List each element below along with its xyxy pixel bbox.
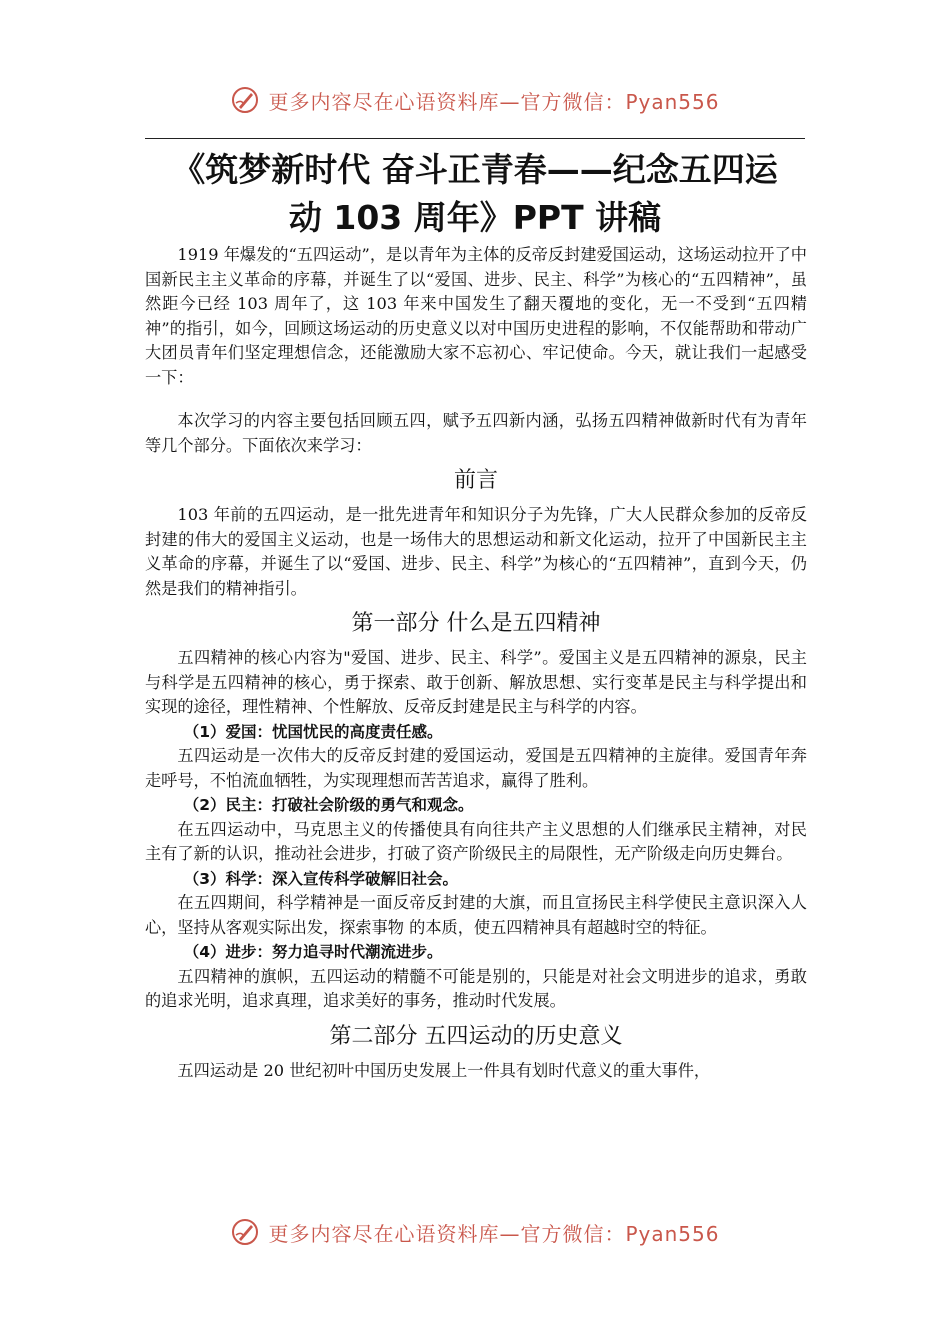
document-body	[145, 243, 807, 1083]
intro-paragraph: 1919 年爆发的“五四运动”，是以青年为主体的反帝反封建爱国运动，这场运动拉开了中国新民主主义革命的序幕，并诞生了以“爱国、进步、民主、科学”为核心的“五四精神”，虽然距今已经 103 周年了，这 103 年来中国发生了翻天覆地的变化，无一不受到“五四精神”的指引，如今，回顾这场运动的历史意义以对中国历史进程的影响，不仅能帮助和带动广大团员青年们坚定理想信念，还能激励大家不忘初心、牢记使命。今天，就让我们一起感受一下：	[145, 245, 807, 387]
preface-paragraph: 103 年前的五四运动，是一批先进青年和知识分子为先锋，广大人民群众参加的反帝反封建的伟大的爱国主义运动，也是一场伟大的思想运动和新文化运动，拉开了中国新民主主义革命的序幕，并诞生了以“爱国、进步、民主、科学”为核心的“五四精神”，直到今天，仍然是我们的精神指引。	[145, 505, 807, 598]
banner-text: 更多内容尽在心语资料库—官方微信：Pyan556	[268, 1221, 720, 1246]
intro-outline-paragraph: 本次学习的内容主要包括回顾五四，赋予五四新内涵，弘扬五四精神做新时代有为青年等几个部分。下面依次来学习：	[145, 411, 807, 455]
democracy-paragraph: 在五四运动中，马克思主义的传播使具有向往共产主义思想的人们继承民主精神，对民主有了新的认识，推动社会进步，打破了资产阶级民主的局限性，无产阶级走向历史舞台。	[145, 819, 807, 863]
footer-watermark-banner	[0, 1217, 950, 1247]
part2-paragraph: 五四运动是 20 世纪初叶中国历史发展上一件具有划时代意义的重大事件，	[177, 1060, 711, 1080]
title-line-2: 动 103 周年》PPT 讲稿	[288, 198, 662, 237]
progress-paragraph: 五四精神的旗帜，五四运动的精髓不可能是别的，只能是对社会文明进步的追求，勇敢的追求光明，追求真理，追求美好的事务，推动时代发展。	[145, 966, 807, 1010]
patriotism-paragraph: 五四运动是一次伟大的反帝反封建的爱国运动，爱国是五四精神的主旋律。爱国青年奔走呼号，不怕流血牺牲，为实现理想而苦苦追求，赢得了胜利。	[145, 746, 807, 790]
subheading-democracy: （2）民主：打破社会阶级的勇气和观念。	[183, 796, 474, 814]
title-line-1: 《筑梦新时代 奋斗正青春——纪念五四运	[172, 150, 778, 189]
header-watermark-banner	[0, 85, 950, 115]
quill-pen-logo-icon	[230, 85, 260, 115]
section-heading-preface: 前言	[453, 468, 498, 493]
subheading-progress: （4）进步：努力追寻时代潮流进步。	[183, 943, 443, 961]
subheading-patriotism: （1）爱国：忧国忧民的高度责任感。	[183, 722, 443, 741]
section-heading-part1: 第一部分 什么是五四精神	[351, 611, 601, 636]
section-heading-part2: 第二部分 五四运动的历史意义	[329, 1023, 623, 1049]
banner-text: 更多内容尽在心语资料库—官方微信：Pyan556	[268, 89, 720, 114]
quill-pen-logo-icon	[230, 1217, 260, 1247]
science-paragraph: 在五四期间，科学精神是一面反帝反封建的大旗，而且宣扬民主科学使民主意识深入人心，坚持从客观实际出发，探索事物 的本质，使五四精神具有超越时空的特征。	[145, 893, 807, 937]
part1-paragraph: 五四精神的核心内容为"爱国、进步、民主、科学”。爱国主义是五四精神的源泉，民主与科学是五四精神的核心，勇于探索、敢于创新、解放思想、实行变革是民主与科学提出和实现的途径，理性精神、个性解放、反帝反封建是民主与科学的内容。	[145, 648, 807, 716]
title-divider	[145, 138, 805, 139]
document-title	[145, 146, 805, 242]
subheading-science: （3）科学：深入宣传科学破解旧社会。	[183, 869, 459, 888]
